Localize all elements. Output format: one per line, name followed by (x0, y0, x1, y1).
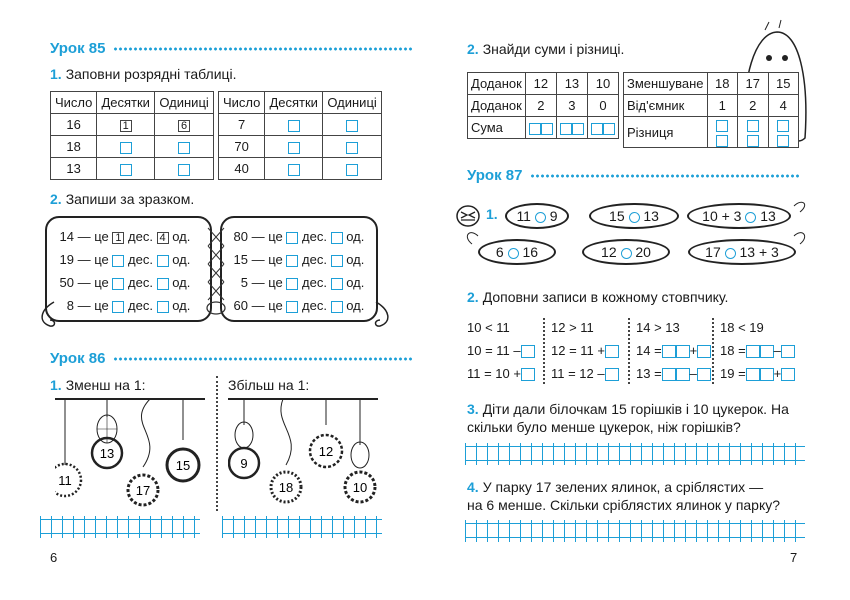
tens-box[interactable] (112, 301, 124, 313)
table-cell: 18 (707, 73, 737, 95)
column-head: 12 > 11 (551, 320, 594, 335)
table-cell: 16 (51, 114, 97, 136)
answer-box[interactable] (605, 345, 619, 358)
tens-label: дес. (302, 275, 327, 290)
dotted-divider (113, 356, 413, 362)
table-header: Число (219, 92, 265, 114)
tens-label: дес. (302, 229, 327, 244)
table-cell: 70 (219, 136, 265, 158)
tens-box[interactable] (286, 255, 298, 267)
task-1-heading (50, 376, 146, 394)
ornament-number: 12 (318, 444, 334, 459)
row-dash: — це (77, 229, 109, 244)
task-number: 4. (467, 479, 479, 495)
table-cell: 12 (525, 73, 556, 95)
difference-table (623, 72, 799, 148)
fill-expression (720, 366, 795, 381)
row-dash: — це (251, 229, 283, 244)
task-3-text (467, 400, 807, 436)
table-cell: Зменшуване (624, 73, 708, 95)
table-row (624, 117, 799, 148)
tens-box[interactable] (286, 301, 298, 313)
example-row (58, 298, 190, 313)
task-text: Запиши за зразком. (65, 191, 195, 207)
answer-box[interactable] (781, 345, 795, 358)
table-cell: 7 (219, 114, 265, 136)
dotted-divider (113, 46, 413, 52)
row-dash: — це (251, 252, 283, 267)
table-cell: 18 (51, 136, 97, 158)
lacing-ornament (200, 216, 232, 322)
ornaments-illustration-right (228, 395, 378, 515)
dotted-divider (530, 173, 800, 179)
column-head: 18 < 19 (720, 320, 764, 335)
ones-label: од. (172, 275, 191, 290)
expression-text: 12 = 11 + (551, 343, 605, 358)
ornament-number: 17 (135, 483, 151, 498)
table-row (468, 95, 619, 117)
compare-pair (582, 239, 670, 265)
task-2-heading (467, 40, 624, 58)
compare-sign-circle[interactable] (629, 212, 640, 223)
table-cell: 15 (768, 73, 799, 95)
answer-box[interactable] (676, 345, 690, 358)
task-1-number (486, 205, 502, 223)
task-number: 1. (50, 66, 62, 82)
page-number: 7 (790, 550, 798, 565)
ones-label: од. (346, 298, 365, 313)
row-number: 14 (59, 229, 74, 244)
answer-box[interactable] (521, 368, 535, 381)
answer-box[interactable] (760, 368, 774, 381)
compare-sign-circle[interactable] (725, 248, 736, 259)
table-cell: 17 (738, 73, 768, 95)
right-operand: 13 + 3 (739, 244, 779, 260)
table-row (51, 114, 214, 136)
task-2-heading (50, 190, 194, 208)
tens-box[interactable] (286, 232, 298, 244)
answer-box[interactable] (178, 142, 190, 154)
compare-sign-circle[interactable] (535, 212, 546, 223)
table-cell: 13 (51, 158, 97, 180)
tens-label: дес. (128, 275, 153, 290)
row-dash: — це (77, 252, 109, 267)
ones-label: од. (346, 252, 365, 267)
table-cell: 13 (556, 73, 587, 95)
ones-label: од. (172, 252, 191, 267)
row-number: 80 (233, 229, 248, 244)
task-number: 2. (50, 191, 62, 207)
operator: – (689, 366, 697, 381)
table-cell: Доданок (468, 73, 526, 95)
fill-expression (636, 366, 711, 381)
task-number: 1. (486, 206, 498, 222)
task-line: У парку 17 зелених ялинок, а сріблястих — (482, 479, 764, 495)
expression-text: 14 = (636, 343, 662, 358)
ones-box[interactable]: 4 (157, 232, 169, 244)
curl-ornament (36, 300, 58, 330)
expression-text: 11 = 12 – (551, 366, 605, 381)
ones-box[interactable] (331, 255, 343, 267)
lesson-86-title: Урок 86 (50, 350, 106, 367)
answer-box[interactable] (697, 368, 711, 381)
compare-pair (687, 203, 791, 229)
task-4-text (467, 478, 807, 514)
task-number: 2. (467, 41, 479, 57)
row-dash: — це (251, 275, 283, 290)
table-row (219, 158, 382, 180)
table-cell: 2 (525, 95, 556, 117)
task-number: 1. (50, 377, 62, 393)
operator: + (689, 343, 698, 358)
compare-sign-circle[interactable] (621, 248, 632, 259)
task-text: Зменш на 1: (65, 377, 146, 393)
table-cell: 1 (707, 95, 737, 117)
ones-box[interactable] (157, 278, 169, 290)
table-header: Одиниці (323, 92, 382, 114)
expression-text: 18 = (720, 343, 746, 358)
tens-box[interactable] (112, 255, 124, 267)
table-header: Число (51, 92, 97, 114)
lesson-87-title: Урок 87 (467, 167, 523, 184)
table-row (624, 73, 799, 95)
task-line: скільки було менше цукерок, ніж горішків? (467, 419, 741, 435)
task-1-heading (50, 65, 237, 83)
row-number: 15 (233, 252, 248, 267)
left-operand: 10 + 3 (702, 208, 742, 224)
ornament-number: 10 (352, 480, 368, 495)
fill-expression (551, 343, 619, 358)
operator: – (773, 343, 781, 358)
compare-sign-circle[interactable] (508, 248, 519, 259)
task-number: 2. (467, 289, 479, 305)
row-dash: — це (77, 275, 109, 290)
compare-pair (478, 239, 556, 265)
table-cell: 40 (219, 158, 265, 180)
row-dash: — це (251, 298, 283, 313)
right-operand: 16 (522, 244, 539, 260)
compare-pair (688, 239, 796, 265)
ornament-number: 9 (240, 456, 248, 471)
fill-expression (720, 343, 795, 358)
answer-box[interactable] (288, 164, 300, 176)
expression-text: 10 = 11 – (467, 343, 521, 358)
tens-label: дес. (128, 229, 153, 244)
answer-grid[interactable] (222, 516, 382, 538)
left-operand: 11 (516, 208, 531, 224)
dotted-separator (216, 376, 218, 511)
answer-box[interactable] (120, 164, 132, 176)
operator: + (773, 366, 782, 381)
ornament-number: 11 (58, 473, 72, 488)
ones-box[interactable] (331, 232, 343, 244)
example-row (232, 229, 364, 244)
compare-icon (455, 203, 481, 229)
column-head: 14 > 13 (636, 320, 680, 335)
expression-text: 19 = (720, 366, 746, 381)
example-row (232, 252, 364, 267)
table-cell: 4 (768, 95, 799, 117)
tens-box[interactable] (112, 278, 124, 290)
example-row (232, 275, 364, 290)
answer-box[interactable] (521, 345, 535, 358)
tens-box[interactable] (286, 278, 298, 290)
ornament-number: 13 (99, 446, 115, 461)
answer-grid[interactable] (465, 520, 805, 542)
answer-box[interactable] (288, 142, 300, 154)
fill-expression (467, 366, 535, 381)
table-cell: 2 (738, 95, 768, 117)
row-number: 50 (59, 275, 74, 290)
task-line: на 6 менше. Скільки сріблястих ялинок у парку? (467, 497, 781, 513)
place-value-table-2 (218, 91, 382, 180)
dotted-separator (543, 318, 545, 384)
right-operand: 9 (549, 208, 558, 224)
answer-box[interactable] (120, 142, 132, 154)
ones-label: од. (172, 298, 191, 313)
ones-label: од. (346, 275, 365, 290)
task-number: 3. (467, 401, 479, 417)
ornament-number: 18 (278, 480, 294, 495)
table-row (219, 114, 382, 136)
row-dash: — це (77, 298, 109, 313)
answer-box[interactable] (746, 345, 760, 358)
answer-box[interactable] (676, 368, 690, 381)
lesson-85-title: Урок 85 (50, 40, 106, 57)
table-cell: Сума (468, 117, 526, 139)
fill-expression (551, 366, 619, 381)
ones-box[interactable] (331, 301, 343, 313)
table-cell: Доданок (468, 95, 526, 117)
task-text: Заповни розрядні таблиці. (65, 66, 237, 82)
answer-box[interactable] (662, 345, 676, 358)
left-operand: 6 (495, 244, 504, 260)
task-2-heading (467, 288, 728, 306)
fill-expression (467, 343, 535, 358)
right-operand: 20 (635, 244, 651, 260)
ones-label: од. (172, 229, 191, 244)
table-cell: Різниця (624, 117, 708, 148)
table-cell: 3 (556, 95, 587, 117)
row-number: 5 (240, 275, 248, 290)
page-number: 6 (50, 550, 58, 565)
answer-box[interactable]: 6 (178, 120, 190, 132)
answer-box[interactable] (662, 368, 676, 381)
answer-box[interactable] (346, 120, 358, 132)
table-cell: 0 (587, 95, 618, 117)
right-operand: 13 (643, 208, 659, 224)
answer-box[interactable] (697, 345, 711, 358)
answer-box[interactable]: 1 (120, 120, 132, 132)
ones-box[interactable] (157, 255, 169, 267)
right-operand: 13 (760, 208, 776, 224)
answer-box[interactable] (288, 120, 300, 132)
sum-table (467, 72, 619, 139)
tens-label: дес. (302, 298, 327, 313)
left-operand: 15 (609, 208, 625, 224)
table-cell: Від'ємник (624, 95, 708, 117)
table-row (624, 95, 799, 117)
left-operand: 17 (705, 244, 721, 260)
answer-box[interactable] (746, 368, 760, 381)
dotted-separator (628, 318, 630, 384)
tens-label: дес. (128, 252, 153, 267)
ornaments-illustration-left (55, 395, 205, 515)
answer-box[interactable] (760, 345, 774, 358)
task-text: Доповни записи в кожному стовпчику. (482, 289, 729, 305)
ones-box[interactable] (331, 278, 343, 290)
ones-label: од. (346, 229, 365, 244)
table-header: Одиниці (155, 92, 214, 114)
left-operand: 12 (601, 244, 617, 260)
tens-box[interactable]: 1 (112, 232, 124, 244)
tens-label: дес. (128, 298, 153, 313)
table-row (219, 136, 382, 158)
table-header: Десятки (265, 92, 323, 114)
table-header: Десятки (97, 92, 155, 114)
fill-expression (636, 343, 711, 358)
curl-ornament (372, 300, 394, 330)
compare-pair (505, 203, 569, 229)
dotted-separator (712, 318, 714, 384)
expression-text: 13 = (636, 366, 662, 381)
table-row (51, 136, 214, 158)
answer-box[interactable] (605, 368, 619, 381)
ones-box[interactable] (157, 301, 169, 313)
answer-grid[interactable] (40, 516, 200, 538)
task-line: Діти дали білочкам 15 горішків і 10 цукерок. На (482, 401, 789, 417)
example-row (232, 298, 364, 313)
task-text: Знайди суми і різниці. (482, 41, 625, 57)
row-number: 19 (59, 252, 74, 267)
answer-box[interactable] (346, 142, 358, 154)
task-1-heading-right: Збільш на 1: (228, 377, 310, 393)
tens-label: дес. (302, 252, 327, 267)
example-row (58, 229, 190, 244)
answer-grid[interactable] (465, 443, 805, 465)
expression-text: 11 = 10 + (467, 366, 521, 381)
table-row (51, 158, 214, 180)
answer-box[interactable] (781, 368, 795, 381)
table-cell: 10 (587, 73, 618, 95)
table-row (468, 73, 619, 95)
compare-sign-circle[interactable] (745, 212, 756, 223)
place-value-table-1 (50, 91, 214, 180)
row-number: 60 (233, 298, 248, 313)
example-row (58, 252, 190, 267)
ornament-number: 15 (175, 458, 191, 473)
answer-box[interactable] (178, 164, 190, 176)
compare-pair (589, 203, 679, 229)
row-number: 8 (66, 298, 74, 313)
column-head: 10 < 11 (467, 320, 510, 335)
answer-box[interactable] (346, 164, 358, 176)
example-row (58, 275, 190, 290)
table-row (468, 117, 619, 139)
